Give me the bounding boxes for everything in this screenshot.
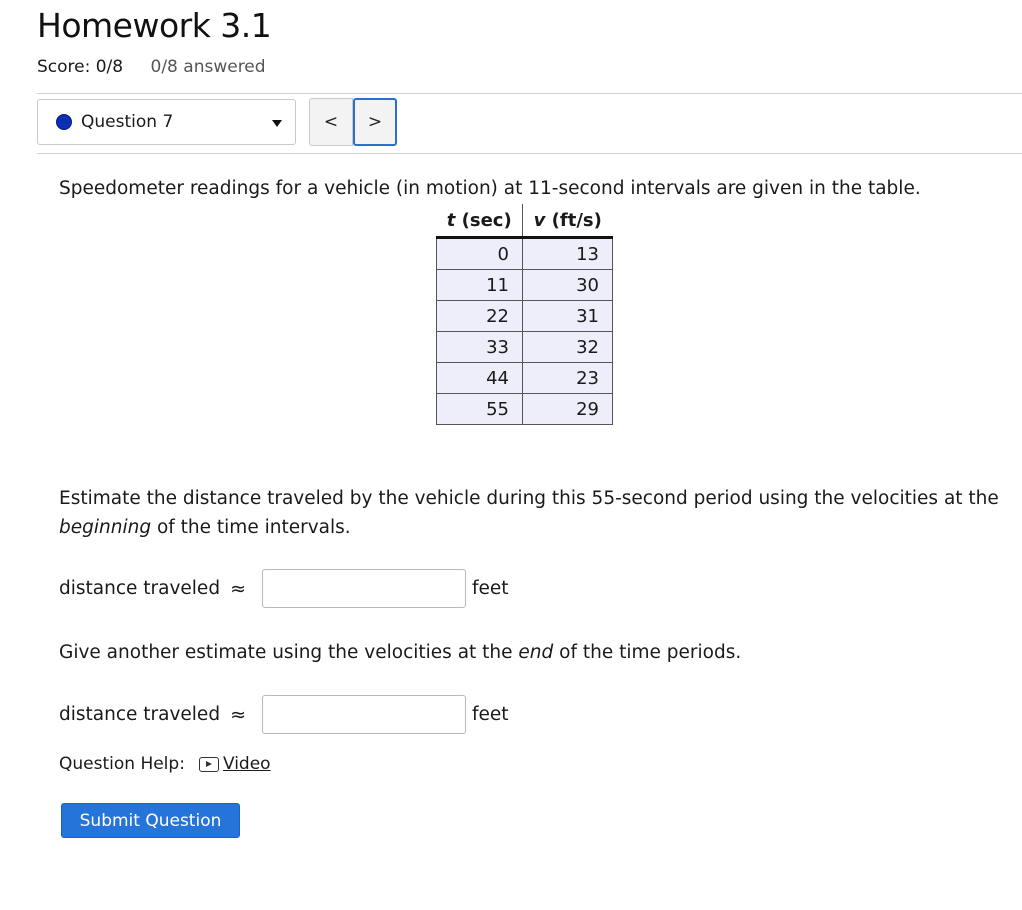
speed-table	[436, 204, 613, 425]
previous-question-button[interactable]: <	[309, 98, 353, 146]
question-status-dot	[56, 114, 72, 130]
answer-label: distance traveled	[59, 578, 221, 599]
page-title: Homework 3.1	[37, 6, 272, 45]
distance-input-beginning[interactable]	[262, 569, 466, 608]
question-help	[59, 754, 271, 774]
question-select[interactable]	[37, 99, 296, 145]
time-cell: 55	[437, 394, 523, 425]
table-row	[437, 363, 613, 394]
velocity-cell: 13	[523, 238, 613, 270]
time-cell: 0	[437, 238, 523, 270]
answered-count: 0/8 answered	[150, 57, 266, 77]
score-text: Score: 0/8	[37, 57, 124, 77]
approx-symbol: ≈	[230, 703, 246, 726]
time-cell: 22	[437, 301, 523, 332]
time-column-header: t (sec)	[437, 204, 523, 238]
part1-prompt: Estimate the distance traveled by the vehicle during this 55-second period using the velocities at the beginning of the time intervals.	[59, 488, 999, 538]
time-cell: 11	[437, 270, 523, 301]
answer-label: distance traveled	[59, 704, 221, 725]
distance-input-end[interactable]	[262, 695, 466, 734]
velocity-cell: 30	[523, 270, 613, 301]
caret-down-icon	[272, 120, 282, 127]
velocity-cell: 23	[523, 363, 613, 394]
unit-label: feet	[471, 704, 509, 725]
table-header-row	[437, 204, 613, 238]
submit-question-button[interactable]: Submit Question	[61, 803, 240, 838]
velocity-column-header: v (ft/s)	[523, 204, 613, 238]
score-line	[37, 57, 266, 77]
table-row	[437, 238, 613, 270]
unit-label: feet	[471, 578, 509, 599]
video-link[interactable]: Video	[222, 754, 271, 774]
velocity-cell: 31	[523, 301, 613, 332]
next-question-button[interactable]: >	[353, 98, 397, 146]
time-cell: 44	[437, 363, 523, 394]
question-select-label: Question 7	[81, 112, 174, 132]
table-row	[437, 270, 613, 301]
approx-symbol: ≈	[230, 577, 246, 600]
time-cell: 33	[437, 332, 523, 363]
answer-row-2	[59, 695, 509, 734]
video-play-icon[interactable]	[199, 757, 219, 772]
question-nav-buttons	[309, 98, 397, 146]
part2-prompt: Give another estimate using the velocities at the end of the time periods.	[59, 642, 742, 663]
table-row	[437, 301, 613, 332]
answer-row-1	[59, 569, 509, 608]
header-divider	[37, 93, 1022, 94]
table-row	[437, 394, 613, 425]
table-row	[437, 332, 613, 363]
velocity-cell: 29	[523, 394, 613, 425]
question-help-label: Question Help:	[59, 754, 185, 774]
nav-divider	[37, 153, 1022, 154]
question-intro: Speedometer readings for a vehicle (in motion) at 11-second intervals are given in the table.	[59, 178, 921, 199]
velocity-cell: 32	[523, 332, 613, 363]
